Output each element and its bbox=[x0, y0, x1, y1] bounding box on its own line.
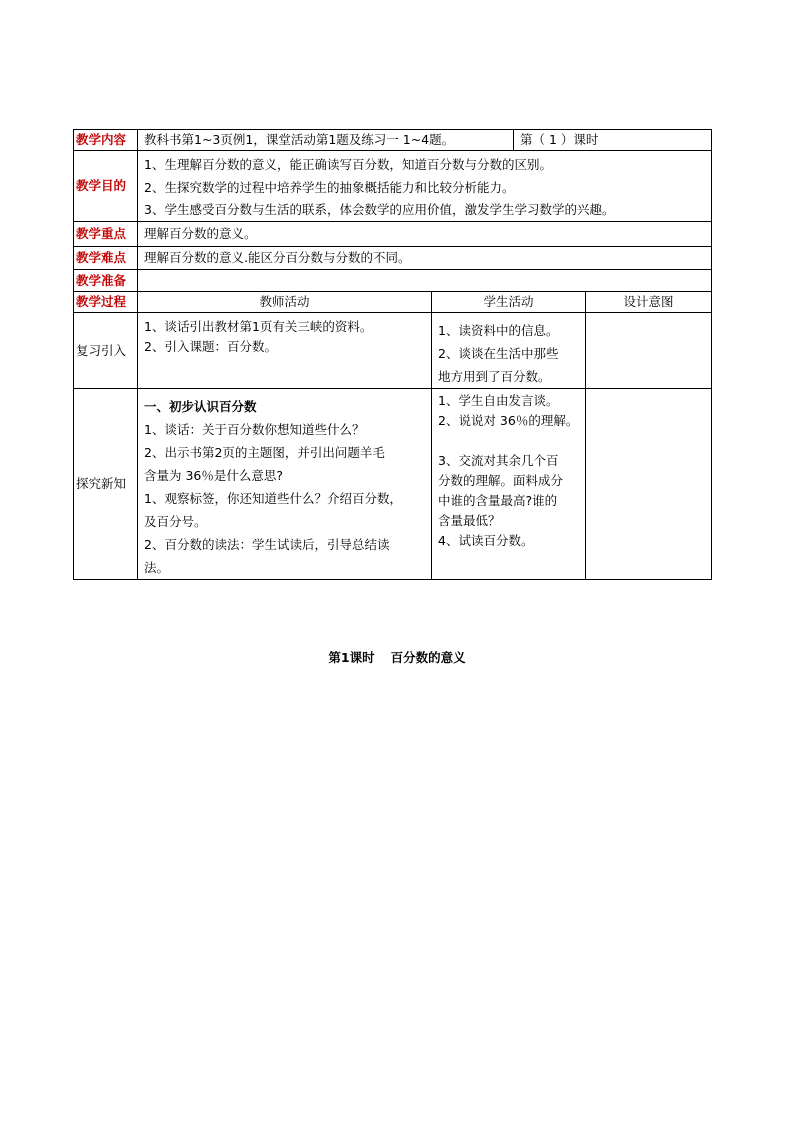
teacher-step: 法。 bbox=[144, 560, 170, 575]
student-step: 4、试读百分数。 bbox=[438, 533, 534, 548]
teacher-step: 及百分号。 bbox=[144, 514, 207, 529]
difficulty-label: 教学难点 bbox=[74, 247, 138, 270]
teacher-step: 2、出示书第2页的主题图，并引出问题羊毛 bbox=[144, 445, 385, 460]
content-row bbox=[74, 130, 712, 151]
section-name: 复习引入 bbox=[74, 313, 138, 389]
student-activity-header: 学生活动 bbox=[432, 292, 586, 313]
teacher-step: 2、引入课题：百分数。 bbox=[144, 339, 277, 354]
teacher-heading: 一、初步认识百分数 bbox=[144, 399, 257, 414]
student-step: 分数的理解。面料成分 bbox=[438, 473, 564, 488]
section-name: 探究新知 bbox=[74, 389, 138, 580]
teacher-step: 1、谈话引出教材第1页有关三峡的资料。 bbox=[144, 319, 373, 334]
goal-item: 3、学生感受百分数与生活的联系，体会数学的应用价值，激发学生学习数学的兴趣。 bbox=[144, 202, 615, 217]
student-step: 中谁的含量最高?谁的 bbox=[438, 493, 558, 508]
student-step: 2、说说对 36％的理解。 bbox=[438, 413, 579, 428]
goal-item: 2、生探究数学的过程中培养学生的抽象概括能力和比较分析能力。 bbox=[144, 180, 515, 195]
review-intro-row bbox=[74, 313, 712, 389]
spacer bbox=[438, 431, 579, 451]
lesson-plan-table bbox=[73, 129, 712, 580]
student-step: 2、谈谈在生活中那些 bbox=[438, 346, 559, 361]
lesson-title: 百分数的意义 bbox=[390, 650, 466, 665]
goals-label: 教学目的 bbox=[74, 151, 138, 222]
design-intent-cell bbox=[586, 389, 712, 580]
lesson-number: 第1课时 bbox=[328, 650, 375, 665]
teacher-step: 1、观察标签，你还知道些什么？介绍百分数， bbox=[144, 491, 402, 506]
key-point-label: 教学重点 bbox=[74, 222, 138, 247]
teacher-step: 含量为 36％是什么意思? bbox=[144, 468, 284, 483]
design-intent-header: 设计意图 bbox=[586, 292, 712, 313]
teacher-activity-cell bbox=[138, 313, 432, 389]
teacher-step: 2、百分数的读法：学生试读后，引导总结读 bbox=[144, 537, 390, 552]
lesson-caption bbox=[0, 648, 794, 666]
process-header-row bbox=[74, 292, 712, 313]
student-step: 3、交流对其余几个百 bbox=[438, 453, 559, 468]
explore-new-row bbox=[74, 389, 712, 580]
difficulty-row bbox=[74, 247, 712, 270]
student-activity-cell bbox=[432, 389, 586, 580]
goal-item: 1、生理解百分数的意义，能正确读写百分数，知道百分数与分数的区别。 bbox=[144, 157, 552, 172]
key-point-text: 理解百分数的意义。 bbox=[138, 222, 712, 247]
key-point-row bbox=[74, 222, 712, 247]
process-label: 教学过程 bbox=[74, 292, 138, 313]
period-label: 第（ 1 ）课时 bbox=[514, 130, 712, 151]
goals-row bbox=[74, 151, 712, 222]
content-label: 教学内容 bbox=[74, 130, 138, 151]
preparation-label: 教学准备 bbox=[74, 270, 138, 292]
student-step: 含量最低？ bbox=[438, 513, 501, 528]
student-activity-cell bbox=[432, 313, 586, 389]
content-text: 教科书第1~3页例1，课堂活动第1题及练习一 1~4题。 bbox=[138, 130, 514, 151]
goals-cell bbox=[138, 151, 712, 222]
teacher-step: 1、谈话：关于百分数你想知道些什么？ bbox=[144, 422, 365, 437]
preparation-row bbox=[74, 270, 712, 292]
design-intent-cell bbox=[586, 313, 712, 389]
preparation-text bbox=[138, 270, 712, 292]
student-step: 1、学生自由发言谈。 bbox=[438, 393, 559, 408]
teacher-activity-cell bbox=[138, 389, 432, 580]
student-step: 1、读资料中的信息。 bbox=[438, 323, 559, 338]
teacher-activity-header: 教师活动 bbox=[138, 292, 432, 313]
student-step: 地方用到了百分数。 bbox=[438, 369, 551, 384]
difficulty-text: 理解百分数的意义.能区分百分数与分数的不同。 bbox=[138, 247, 712, 270]
